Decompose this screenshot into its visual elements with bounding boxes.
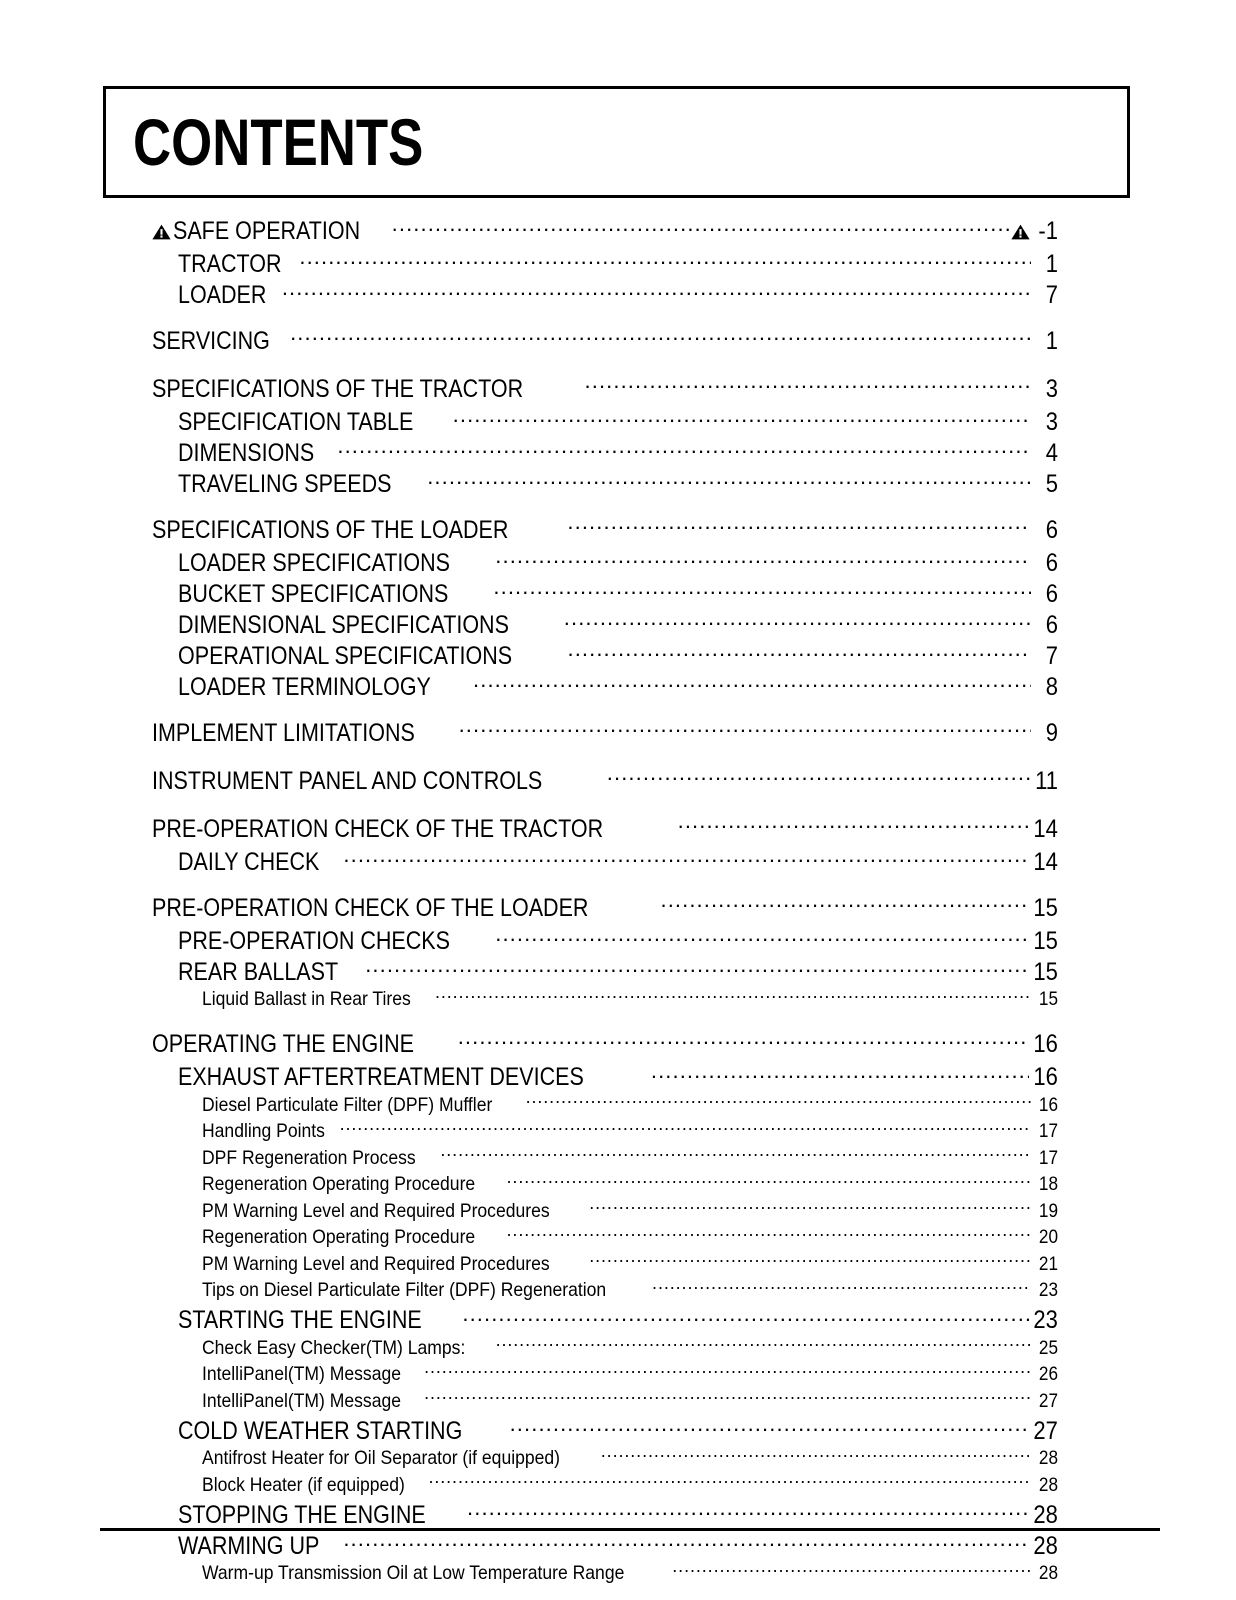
dot-leader (392, 214, 1010, 239)
dot-leader (568, 639, 1032, 664)
toc-entry[interactable] (152, 1560, 1058, 1587)
toc-entry-label: PM Warning Level and Required Procedures (202, 1252, 550, 1275)
toc-page-number: 16 (1033, 1030, 1058, 1058)
toc-page-number: 15 (1033, 957, 1058, 986)
toc-entry-label: PM Warning Level and Required Procedures (202, 1199, 550, 1222)
toc-entry-label: Diesel Particulate Filter (DPF) Muffler (202, 1093, 493, 1116)
toc-entry[interactable] (152, 608, 1058, 639)
toc-page-number: 11 (1035, 766, 1058, 795)
toc-entry-label: TRAVELING SPEEDS (178, 469, 392, 498)
toc-entry-label: DPF Regeneration Process (202, 1146, 416, 1169)
toc-entry-label-group (152, 216, 391, 247)
dot-leader (510, 1414, 1030, 1439)
toc-page-number: 17 (1038, 1120, 1058, 1142)
toc-entry[interactable] (152, 1498, 1058, 1529)
dot-leader (493, 577, 1031, 602)
toc-entry-label: EXHAUST AFTERTREATMENT DEVICES (178, 1063, 584, 1091)
toc-entry[interactable] (152, 812, 1058, 845)
dot-leader (564, 608, 1031, 633)
dot-leader (678, 812, 1030, 837)
toc-entry[interactable] (152, 1445, 1058, 1472)
toc-entry[interactable] (152, 467, 1058, 498)
dot-leader (660, 891, 1029, 916)
dot-leader (672, 1560, 1031, 1580)
toc-entry[interactable] (152, 891, 1058, 924)
toc-entry[interactable] (152, 405, 1058, 436)
toc-entry-label: PRE-OPERATION CHECK OF THE TRACTOR (152, 814, 604, 843)
toc-entry[interactable] (152, 845, 1058, 876)
dot-leader (467, 1498, 1029, 1523)
toc-entry-label: SPECIFICATION TABLE (178, 407, 414, 436)
toc-page-number: 6 (1045, 579, 1058, 608)
toc-page-number: 19 (1038, 1199, 1058, 1222)
toc-page-number: 1 (1045, 326, 1058, 355)
toc-page-number: 5 (1045, 469, 1058, 498)
toc-entry[interactable] (152, 986, 1058, 1013)
toc-entry-label: OPERATING THE ENGINE (152, 1030, 415, 1058)
toc-entry-label: PRE-OPERATION CHECK OF THE LOADER (152, 893, 589, 922)
toc-entry-label: LOADER TERMINOLOGY (178, 672, 431, 701)
toc-entry[interactable] (152, 1277, 1058, 1304)
page-title: CONTENTS (133, 105, 424, 179)
toc-page-number: 28 (1033, 1531, 1058, 1560)
toc-entry[interactable] (152, 324, 1058, 357)
toc-page-number: 27 (1033, 1416, 1058, 1445)
toc-entry-label: SPECIFICATIONS OF THE LOADER (152, 515, 509, 544)
toc-page-number: 16 (1033, 1063, 1058, 1091)
dot-leader (282, 278, 1031, 303)
toc-entry[interactable] (152, 764, 1058, 797)
toc-entry[interactable] (152, 1027, 1058, 1060)
dot-leader (495, 924, 1029, 949)
toc-entry[interactable] (152, 1091, 1058, 1118)
toc-entry-label: PRE-OPERATION CHECKS (178, 926, 450, 955)
toc-page-number: 26 (1038, 1363, 1058, 1385)
toc-page-number: 28 (1038, 1562, 1058, 1584)
toc-entry[interactable] (152, 924, 1058, 955)
toc-page-number: 23 (1033, 1306, 1058, 1334)
toc-entry[interactable] (152, 1471, 1058, 1498)
toc-entry-label: DAILY CHECK (178, 847, 320, 876)
toc-entry[interactable] (152, 214, 1058, 247)
toc-entry[interactable] (152, 436, 1058, 467)
dot-leader (651, 1060, 1029, 1085)
toc-entry[interactable] (152, 1387, 1058, 1414)
toc-entry-label: Block Heater (if equipped) (202, 1473, 405, 1496)
dot-leader (526, 1091, 1031, 1111)
dot-leader (435, 986, 1031, 1006)
toc-entry[interactable] (152, 577, 1058, 608)
dot-leader (343, 845, 1029, 870)
dot-leader (428, 1471, 1031, 1491)
toc-entry[interactable] (152, 1303, 1058, 1334)
dot-leader (440, 1144, 1031, 1164)
toc-entry-label: SAFE OPERATION (173, 216, 361, 245)
toc-page-number-group (1011, 216, 1058, 247)
toc-entry-label: BUCKET SPECIFICATIONS (178, 579, 449, 608)
toc-page-number: 18 (1038, 1173, 1058, 1195)
dot-leader (495, 546, 1031, 571)
toc-entry[interactable] (152, 1361, 1058, 1388)
toc-entry-label: DIMENSIONAL SPECIFICATIONS (178, 610, 509, 639)
toc-entry-label: Warm-up Transmission Oil at Low Temperature Range (202, 1562, 625, 1584)
toc-page-number: 14 (1033, 847, 1058, 876)
toc-entry[interactable] (152, 1171, 1058, 1198)
toc-entry-label: Regeneration Operating Procedure (202, 1173, 476, 1195)
toc-entry[interactable] (152, 513, 1058, 546)
dot-leader (458, 1027, 1030, 1052)
warning-triangle-icon (1011, 224, 1030, 240)
toc-entry[interactable] (152, 955, 1058, 986)
toc-entry-label: Regeneration Operating Procedure (202, 1226, 476, 1248)
toc-page-number: 25 (1038, 1336, 1058, 1359)
dot-leader (507, 1171, 1031, 1191)
toc-page-number: 3 (1045, 407, 1058, 436)
dot-leader (343, 1529, 1029, 1554)
dot-leader (589, 1197, 1031, 1217)
toc-page-number: 4 (1045, 438, 1058, 467)
dot-leader (299, 247, 1031, 272)
toc-page-number: 7 (1045, 280, 1058, 309)
dot-leader (507, 1224, 1031, 1244)
toc-entry-label: COLD WEATHER STARTING (178, 1416, 463, 1445)
toc-page-number: 23 (1038, 1279, 1058, 1301)
contents-title-box (103, 86, 1130, 198)
toc-entry-label: IntelliPanel(TM) Message (202, 1363, 401, 1385)
toc-entry-label: OPERATIONAL SPECIFICATIONS (178, 641, 513, 670)
toc-entry-label: SERVICING (152, 326, 270, 355)
toc-entry[interactable] (152, 670, 1058, 701)
dot-leader (427, 467, 1031, 492)
toc-page-number: 6 (1045, 610, 1058, 639)
toc-entry[interactable] (152, 546, 1058, 577)
warning-triangle-icon (152, 224, 171, 240)
toc-entry[interactable] (152, 1118, 1058, 1145)
footer-rule (100, 1528, 1160, 1531)
toc-page-number: 14 (1033, 814, 1058, 843)
toc-entry-label: DIMENSIONS (178, 438, 315, 467)
toc-entry-label: Liquid Ballast in Rear Tires (202, 988, 411, 1010)
toc-entry-label: IMPLEMENT LIMITATIONS (152, 718, 415, 747)
toc-entry-label: Antifrost Heater for Oil Separator (if equipped) (202, 1447, 561, 1469)
toc-page-number: 27 (1038, 1389, 1058, 1412)
toc-entry[interactable] (152, 372, 1058, 405)
toc-entry[interactable] (152, 716, 1058, 749)
toc-entry-label: IntelliPanel(TM) Message (202, 1389, 401, 1412)
dot-leader (589, 1250, 1031, 1270)
toc-entry-label: INSTRUMENT PANEL AND CONTROLS (152, 766, 543, 795)
toc-entry-label: STARTING THE ENGINE (178, 1306, 422, 1334)
dot-leader (607, 764, 1031, 789)
toc-entry-label: Tips on Diesel Particulate Filter (DPF) Regeneration (202, 1279, 607, 1301)
dot-leader (453, 405, 1031, 430)
dot-leader (496, 1334, 1031, 1354)
toc-page-number: 9 (1045, 718, 1058, 747)
dot-leader (424, 1361, 1031, 1381)
toc-entry-label: Check Easy Checker(TM) Lamps: (202, 1336, 466, 1359)
toc-entry-label: STOPPING THE ENGINE (178, 1500, 426, 1529)
dot-leader (365, 955, 1029, 980)
toc-page-number: 17 (1038, 1146, 1058, 1169)
dot-leader (462, 1303, 1029, 1328)
toc-entry-label: LOADER (178, 280, 267, 309)
toc-page-number: 28 (1038, 1447, 1058, 1469)
toc-page-number: 16 (1038, 1093, 1058, 1116)
toc-page-number: 6 (1045, 515, 1058, 544)
dot-leader (424, 1387, 1031, 1407)
dot-leader (459, 716, 1031, 741)
toc-page-number: -1 (1038, 216, 1058, 245)
toc-page-number: 6 (1045, 548, 1058, 577)
toc-page-number: 28 (1038, 1473, 1058, 1496)
toc-entry[interactable] (152, 1224, 1058, 1251)
dot-leader (290, 324, 1031, 349)
table-of-contents (0, 214, 1236, 1586)
toc-page-number: 20 (1038, 1226, 1058, 1248)
dot-leader (337, 436, 1031, 461)
toc-page-number: 21 (1038, 1252, 1058, 1275)
dot-leader (340, 1118, 1031, 1138)
toc-page-number: 3 (1045, 374, 1058, 403)
toc-page-number: 1 (1045, 249, 1058, 278)
toc-page-number: 15 (1033, 926, 1058, 955)
toc-page-number: 15 (1038, 988, 1058, 1010)
toc-entry[interactable] (152, 1414, 1058, 1445)
toc-page-number: 15 (1033, 893, 1058, 922)
toc-entry-label: Handling Points (202, 1120, 325, 1142)
toc-entry[interactable] (152, 1250, 1058, 1277)
toc-entry-label: SPECIFICATIONS OF THE TRACTOR (152, 374, 524, 403)
dot-leader (601, 1445, 1031, 1465)
toc-entry[interactable] (152, 247, 1058, 278)
dot-leader (473, 670, 1031, 695)
toc-entry-label: REAR BALLAST (178, 957, 339, 986)
dot-leader (652, 1277, 1031, 1297)
toc-entry[interactable] (152, 1529, 1058, 1560)
toc-page-number: 8 (1045, 672, 1058, 701)
toc-entry[interactable] (152, 278, 1058, 309)
toc-entry[interactable] (152, 1144, 1058, 1171)
toc-entry-label: WARMING UP (178, 1531, 320, 1560)
dot-leader (585, 372, 1031, 397)
toc-entry-label: LOADER SPECIFICATIONS (178, 548, 450, 577)
toc-page-number: 28 (1033, 1500, 1058, 1529)
toc-entry-label: TRACTOR (178, 249, 282, 278)
dot-leader (567, 513, 1031, 538)
toc-entry[interactable] (152, 1197, 1058, 1224)
toc-page-number: 7 (1045, 641, 1058, 670)
toc-entry[interactable] (152, 639, 1058, 670)
toc-entry[interactable] (152, 1334, 1058, 1361)
toc-entry[interactable] (152, 1060, 1058, 1091)
